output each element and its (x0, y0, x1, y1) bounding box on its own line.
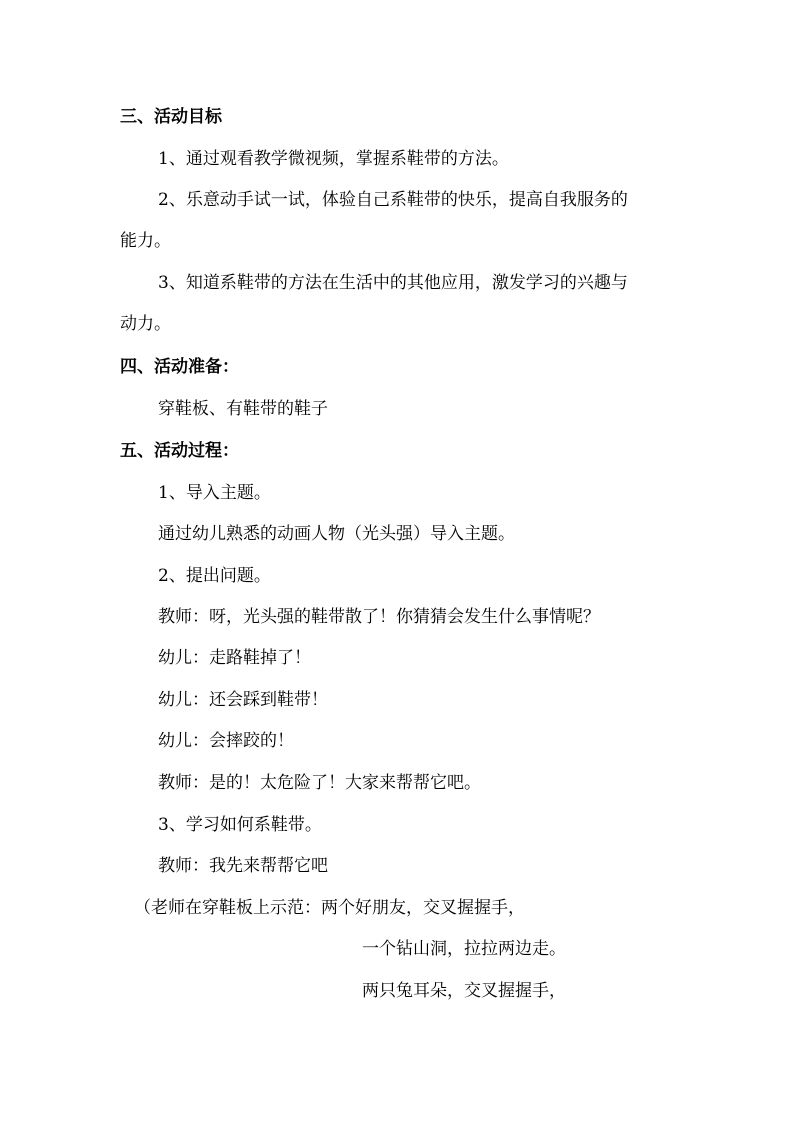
goal-item-3-line-1: 3、知道系鞋带的方法在生活中的其他应用，激发学习的兴趣与 (158, 273, 628, 293)
preparation-heading: 四、活动准备： (120, 357, 239, 377)
goals-heading: 三、活动目标 (120, 107, 222, 127)
preparation-content: 穿鞋板、有鞋带的鞋子 (158, 399, 328, 419)
goal-item-1: 1、通过观看教学微视频，掌握系鞋带的方法。 (158, 149, 509, 169)
demo-line-2: 一个钻山洞，拉拉两边走。 (362, 939, 566, 959)
dialogue-line-2: 幼儿：走路鞋掉了！ (158, 648, 311, 668)
goal-item-2-line-1: 2、乐意动手试一试，体验自己系鞋带的快乐，提高自我服务的 (158, 190, 628, 210)
dialogue-line-5: 教师：是的！太危险了！大家来帮帮它吧。 (158, 773, 481, 793)
goal-item-2-line-2: 能力。 (120, 231, 171, 251)
dialogue-line-1: 教师：呀，光头强的鞋带散了！你猜猜会发生什么事情呢？ (158, 607, 600, 627)
dialogue-line-6: 教师：我先来帮帮它吧 (158, 856, 328, 876)
process-step-3: 3、学习如何系鞋带。 (158, 815, 322, 835)
process-step-1-description: 通过幼儿熟悉的动画人物（光头强）导入主题。 (158, 524, 515, 544)
dialogue-line-3: 幼儿：还会踩到鞋带！ (158, 690, 328, 710)
process-step-2: 2、提出问题。 (158, 566, 271, 586)
dialogue-line-4: 幼儿：会摔跤的！ (158, 731, 294, 751)
goal-item-3-line-2: 动力。 (120, 314, 171, 334)
process-heading: 五、活动过程： (120, 441, 239, 461)
demo-line-3: 两只兔耳朵，交叉握握手， (362, 981, 566, 1001)
process-step-1: 1、导入主题。 (158, 483, 271, 503)
demo-line-1: （老师在穿鞋板上示范：两个好朋友，交叉握握手， (134, 898, 525, 918)
